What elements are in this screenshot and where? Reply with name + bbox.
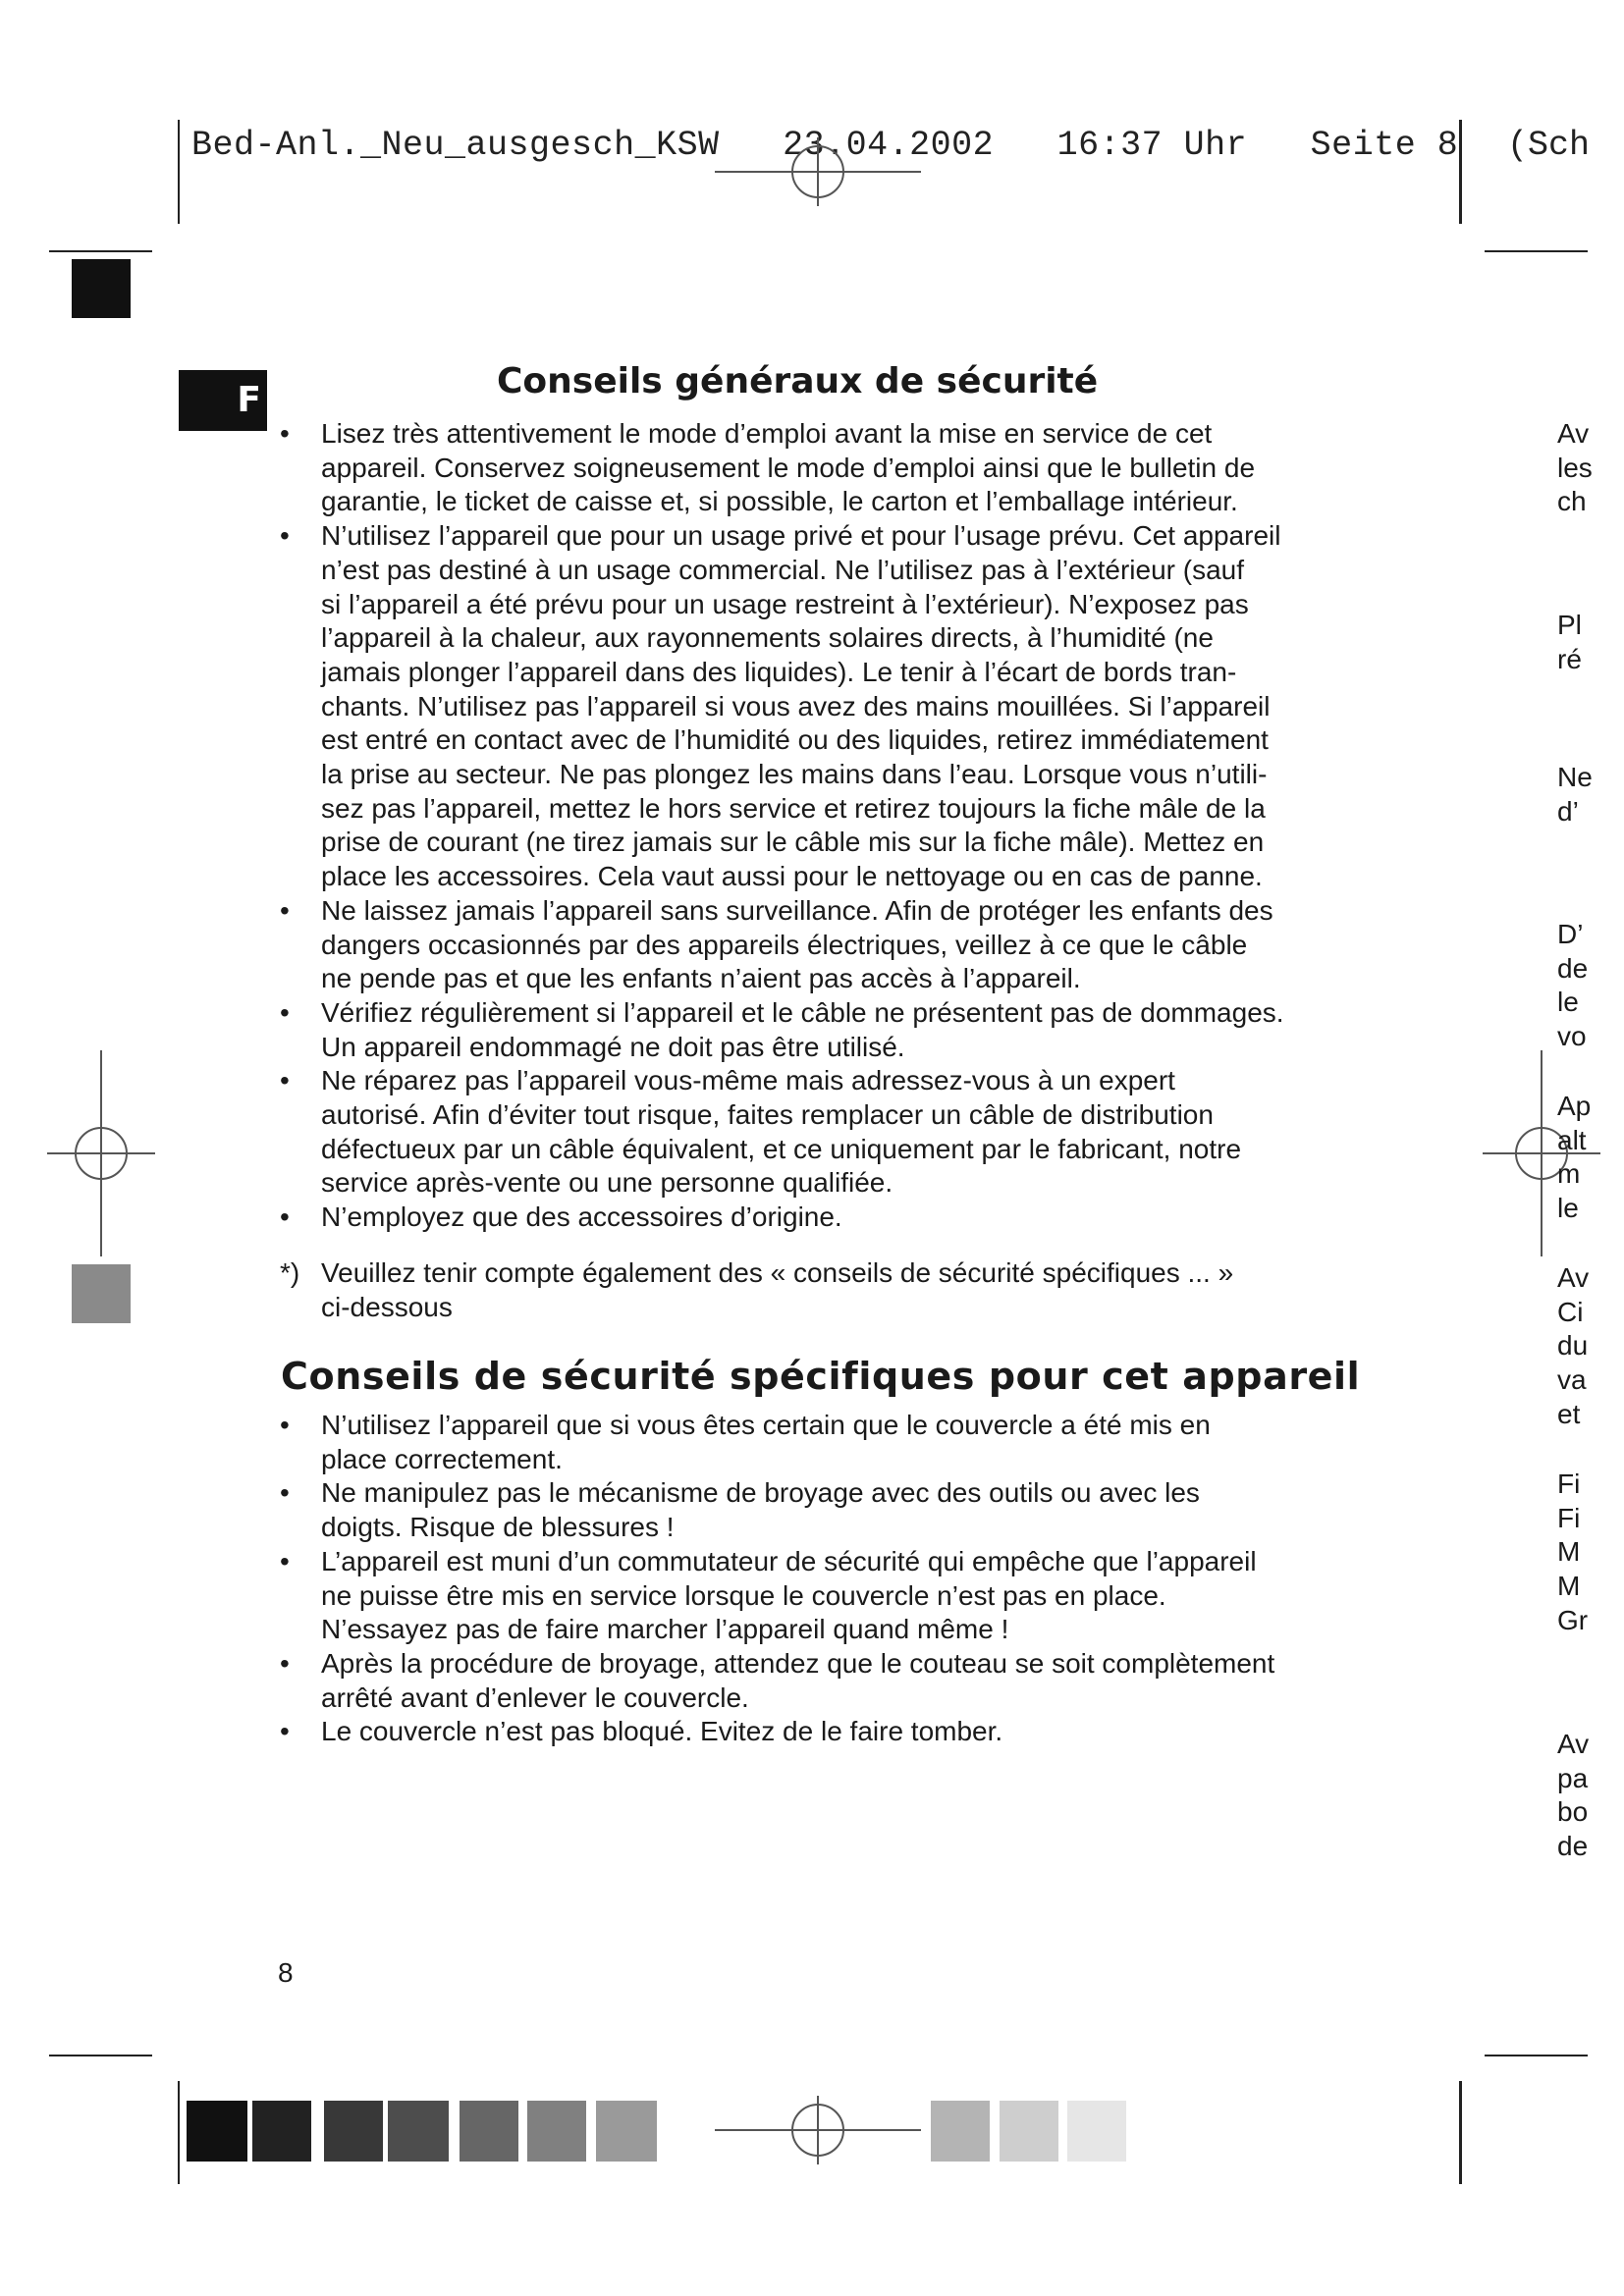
footnote-text [280, 1256, 1389, 1324]
registration-crosshair-left-icon [47, 1050, 155, 1256]
print-slug-cut: (Sch [1507, 126, 1591, 165]
fragment-line: va [1557, 1364, 1587, 1396]
calibration-swatch [527, 2101, 586, 2162]
fragment-line: les [1557, 452, 1593, 483]
fragment-line: Av [1557, 1262, 1590, 1293]
list-item-line: sez pas l’appareil, mettez le hors service et retirez toujours la fiche mâle de la [321, 792, 1266, 824]
list-item-line: Le couvercle n’est pas bloqué. Evitez de le faire tomber. [321, 1716, 1003, 1747]
list-item-line: L’appareil est muni d’un commutateur de sécurité qui empêche que l’appareil [321, 1545, 1257, 1576]
fragment-line: Ci [1557, 1296, 1584, 1327]
fragment-line: Av [1557, 418, 1590, 449]
crop-mark-bottom-right-vertical [1459, 2081, 1462, 2184]
list-item-line: n’est pas destiné à un usage commercial. Ne l’utilisez pas à l’extérieur (sauf [321, 554, 1245, 585]
fragment-line: de [1557, 952, 1589, 984]
adjacent-page-fragment [1557, 918, 1587, 1054]
registration-crosshair-top-icon [715, 133, 921, 211]
list-item-line: chants. N’utilisez pas l’appareil si vous avez des mains mouillées. Si l’appareil [321, 690, 1271, 721]
list-item [280, 1409, 1389, 1476]
section-title-general-safety: Conseils généraux de sécurité [497, 361, 1099, 401]
adjacent-page-fragment [1557, 1728, 1590, 1864]
fragment-line: M [1557, 1536, 1581, 1568]
list-item [280, 996, 1389, 1064]
registration-crosshair-bottom-icon [715, 2091, 921, 2169]
list-item-line: ne puisse être mis en service lorsque le couvercle n’est pas en place. [321, 1579, 1166, 1611]
fragment-line: m [1557, 1158, 1581, 1190]
fragment-line: de [1557, 1831, 1589, 1862]
calibration-swatch [388, 2101, 449, 2162]
fragment-line: pa [1557, 1762, 1589, 1793]
list-item-line: prise de courant (ne tirez jamais sur le câble mis sur la fiche mâle). Mettez en [321, 827, 1265, 858]
calibration-swatch [931, 2101, 990, 2162]
list-item-line: place correctement. [321, 1443, 563, 1474]
general-safety-list [280, 417, 1389, 1235]
calibration-swatch [187, 2101, 247, 2162]
list-item-line: l’appareil à la chaleur, aux rayonnements solaires directs, à l’humidité (ne [321, 622, 1214, 654]
list-item-line: N’essayez pas de faire marcher l’appareil quand même ! [321, 1614, 1009, 1645]
bullet-icon: • [280, 1410, 290, 1440]
calibration-swatch [252, 2101, 311, 2162]
registration-square-black [72, 259, 131, 318]
list-item-line: N’employez que des accessoires d’origine. [321, 1201, 842, 1233]
footnote-reference [280, 1256, 1389, 1324]
adjacent-page-fragment [1557, 761, 1593, 828]
fragment-line: alt [1557, 1124, 1587, 1155]
fragment-line: et [1557, 1398, 1581, 1429]
crop-mark-top-left-vertical [178, 120, 180, 224]
list-item-line: Un appareil endommagé ne doit pas être utilisé. [321, 1031, 905, 1062]
footnote-line: ci-dessous [321, 1291, 453, 1322]
list-item-line: ne pende pas et que les enfants n’aient pas accès à l’appareil. [321, 963, 1081, 994]
fragment-line: le [1557, 987, 1579, 1018]
list-item [280, 1064, 1389, 1201]
adjacent-page-fragment [1557, 1468, 1587, 1638]
section-title-specific-safety: Conseils de sécurité spécifiques pour cet appareil [281, 1355, 1361, 1398]
fragment-line: Gr [1557, 1604, 1589, 1635]
adjacent-page-fragment [1557, 1090, 1592, 1226]
fragment-line: Av [1557, 1729, 1590, 1759]
fragment-line: M [1557, 1571, 1581, 1602]
fragment-line: Ne [1557, 762, 1593, 792]
fragment-line: bo [1557, 1796, 1589, 1828]
fragment-line: du [1557, 1330, 1589, 1362]
fragment-line: le [1557, 1193, 1579, 1224]
list-item-line: Ne manipulez pas le mécanisme de broyage avec des outils ou avec les [321, 1477, 1200, 1509]
list-item-line: défectueux par un câble équivalent, et ce uniquement par le fabricant, notre [321, 1133, 1242, 1164]
list-item [280, 519, 1389, 894]
list-item-line: garantie, le ticket de caisse et, si possible, le carton et l’emballage intérieur. [321, 486, 1238, 517]
list-item-line: doigts. Risque de blessures ! [321, 1512, 675, 1543]
list-item-line: la prise au secteur. Ne pas plongez les mains dans l’eau. Lorsque vous n’utili- [321, 759, 1268, 790]
list-item [280, 1545, 1389, 1647]
adjacent-page-fragment [1557, 1261, 1590, 1432]
fragment-line: d’ [1557, 795, 1579, 827]
list-item-line: service après-vente ou une personne qualifiée. [321, 1167, 893, 1199]
crop-mark-top-right-vertical [1459, 120, 1462, 224]
fragment-line: vo [1557, 1021, 1587, 1052]
bullet-icon: • [280, 1201, 290, 1233]
calibration-swatch [1067, 2101, 1126, 2162]
bullet-icon: • [280, 1545, 290, 1576]
bullet-icon: • [280, 1647, 290, 1679]
fragment-line: Fi [1557, 1468, 1581, 1499]
list-item-line: Après la procédure de broyage, attendez que le couteau se soit complètement [321, 1647, 1275, 1679]
crop-mark-top-right-horizontal [1485, 250, 1588, 252]
list-item-line: Ne réparez pas l’appareil vous-même mais adressez-vous à un expert [321, 1065, 1175, 1096]
crop-mark-top-left-horizontal [49, 250, 152, 252]
page-number: 8 [278, 1957, 294, 1988]
list-item-line: jamais plonger l’appareil dans des liquides). Le tenir à l’écart de bords tran- [321, 656, 1237, 687]
list-item [280, 894, 1389, 996]
bullet-icon: • [280, 1477, 290, 1509]
list-item-line: Vérifiez régulièrement si l’appareil et le câble ne présentent pas de dommages. [321, 996, 1284, 1028]
list-item [280, 1201, 1389, 1235]
print-slug: Bed-Anl._Neu_ausgesch_KSW 23.04.2002 16:37 Uhr Seite 8 [191, 126, 1459, 165]
fragment-line: D’ [1557, 919, 1584, 949]
fragment-line: ch [1557, 486, 1587, 517]
bullet-icon: • [280, 996, 290, 1028]
list-item [280, 417, 1389, 519]
list-item [280, 1476, 1389, 1544]
footnote-mark: *) [280, 1257, 300, 1288]
fragment-line: Fi [1557, 1502, 1581, 1533]
fragment-line: ré [1557, 643, 1582, 674]
list-item-line: autorisé. Afin d’éviter tout risque, faites remplacer un câble de distribution [321, 1099, 1214, 1131]
calibration-swatch [1000, 2101, 1058, 2162]
list-item-line: est entré en contact avec de l’humidité ou des liquides, retirez immédiatement [321, 724, 1269, 756]
bullet-icon: • [280, 894, 290, 926]
adjacent-page-fragment [1557, 609, 1587, 676]
list-item [280, 1715, 1389, 1749]
crop-mark-bottom-left-horizontal [49, 2055, 152, 2056]
bullet-icon: • [280, 418, 290, 449]
list-item-line: place les accessoires. Cela vaut aussi pour le nettoyage ou en cas de panne. [321, 861, 1263, 892]
calibration-swatch [460, 2101, 518, 2162]
list-item-line: dangers occasionnés par des appareils électriques, veillez à ce que le câble [321, 929, 1248, 960]
fragment-line: Pl [1557, 610, 1582, 640]
list-item-line: Ne laissez jamais l’appareil sans surveillance. Afin de protéger les enfants des [321, 894, 1273, 926]
bullet-icon: • [280, 520, 290, 552]
list-item [280, 1647, 1389, 1715]
specific-safety-list [280, 1409, 1389, 1749]
crop-mark-bottom-left-vertical [178, 2081, 180, 2184]
footnote-line: Veuillez tenir compte également des « conseils de sécurité spécifiques ... » [321, 1257, 1234, 1288]
calibration-swatch [324, 2101, 383, 2162]
list-item-line: arrêté avant d’enlever le couvercle. [321, 1682, 749, 1713]
crop-mark-bottom-right-horizontal [1485, 2055, 1588, 2056]
bullet-icon: • [280, 1716, 290, 1747]
list-item-line: appareil. Conservez soigneusement le mode d’emploi ainsi que le bulletin de [321, 452, 1256, 483]
registration-square-gray [72, 1264, 131, 1323]
list-item-line: si l’appareil a été prévu pour un usage restreint à l’extérieur). N’exposez pas [321, 588, 1249, 619]
calibration-swatch [596, 2101, 657, 2162]
adjacent-page-fragment [1557, 417, 1593, 519]
list-item-line: N’utilisez l’appareil que pour un usage privé et pour l’usage prévu. Cet appareil [321, 520, 1281, 552]
list-item-line: N’utilisez l’appareil que si vous êtes certain que le couvercle a été mis en [321, 1410, 1211, 1440]
list-item-line: Lisez très attentivement le mode d’emploi avant la mise en service de cet [321, 418, 1213, 449]
fragment-line: Ap [1557, 1091, 1592, 1121]
bullet-icon: • [280, 1065, 290, 1096]
language-tab: F [179, 370, 267, 431]
